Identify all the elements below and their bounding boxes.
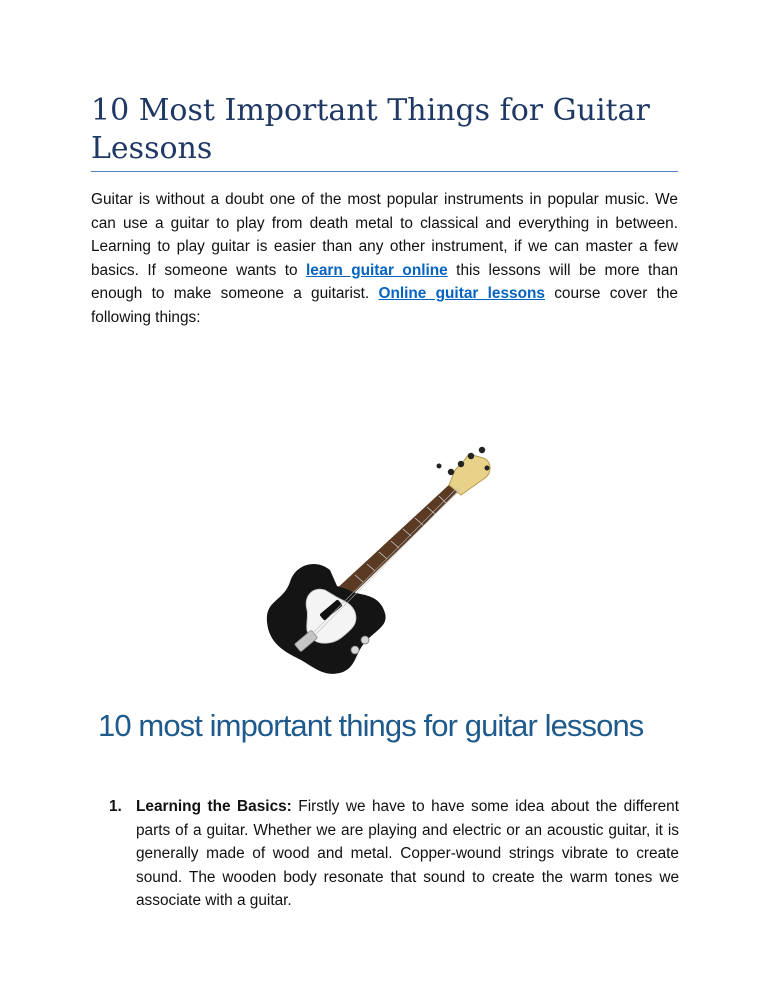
title-divider — [91, 171, 678, 172]
intro-text-2: this lessons will be more than enough to make someone a guitarist. — [91, 261, 679, 302]
list-item-heading: Learning the Basics: — [136, 798, 292, 815]
learn-guitar-online-link[interactable]: learn guitar online — [306, 261, 448, 279]
list-item-text: Firstly we have to have some idea about the different parts of a guitar. Whether we are playing and electric or an acoustic guitar, it is generally made of wood and metal. Copper-wound strings vibrate to create sound. The wooden body resonate that sound to create the warm tones we associate with a guitar. — [136, 798, 679, 909]
guitar-headstock — [449, 454, 490, 495]
intro-text-1: Guitar is without a doubt one of the most popular instruments in popular music. We can use a guitar to play from death metal to classical and everything in between. Learning to play guitar is easier than any other instrument, if we can master a few basics. If someone wants to — [91, 191, 678, 279]
guitar-neck — [333, 482, 460, 602]
numbered-list — [109, 795, 679, 913]
intro-paragraph — [91, 188, 678, 329]
intro-text-3: course cover the following things: — [91, 285, 678, 326]
list-item-number: 1. — [109, 798, 122, 815]
list-item — [109, 795, 679, 913]
guitar-knob — [361, 636, 369, 644]
banner-heading: 10 most important things for guitar lessons — [98, 708, 644, 743]
online-guitar-lessons-link[interactable]: Online guitar lessons — [378, 285, 545, 302]
page-title: 10 Most Important Things for Guitar Lessons — [91, 93, 650, 166]
guitar-knob — [351, 646, 359, 654]
bass-guitar-illustration — [255, 440, 515, 680]
